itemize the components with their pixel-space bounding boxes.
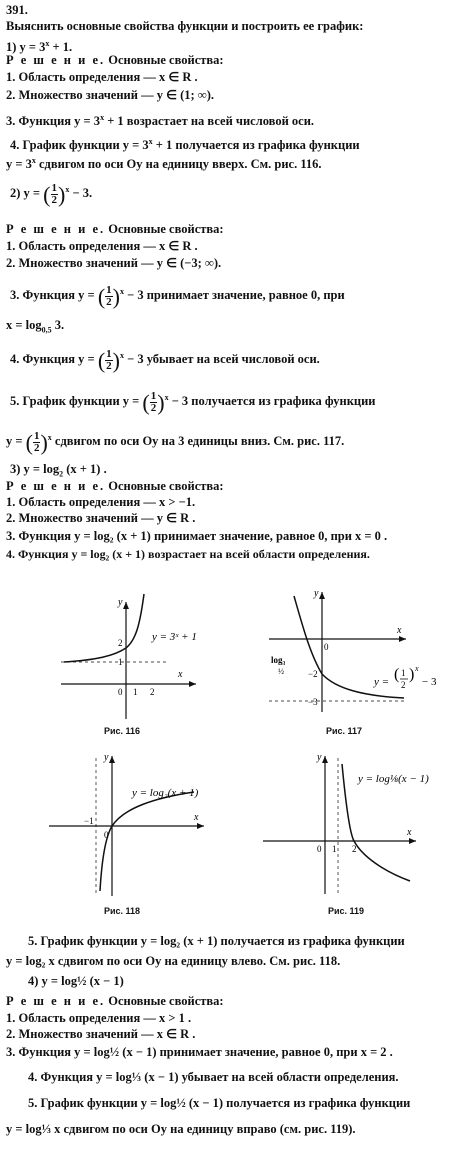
curve-3x-plus-1 (64, 594, 144, 662)
curve-label-exp: x (415, 664, 419, 673)
part1-graph-line2: $y = 3^x$ сдвигом по оси Oy на единицу вверх. См. рис. 116. (6, 156, 322, 172)
x-axis-label: x (178, 669, 183, 680)
figure-118 (44, 746, 224, 904)
origin-label: 0 (317, 844, 322, 854)
curve-label-den: 2 (401, 680, 406, 690)
part4-head: 4) y = log½ (x − 1) (28, 974, 124, 988)
task-statement: Выяснить основные свойства функции и построить ее график: (6, 19, 364, 33)
part2-graph-line1: 5. График функции y = ( $\frac{1}{2}$ )$^x$ − 3 получается из графика функции (10, 389, 376, 415)
part2-head: 2) y = ( $\frac{1}{2}$ )$^x$ − 3. (10, 181, 93, 207)
part2-graph-line2: y = ( $\frac{1}{2}$ )$^x$ сдвигом по оси Oy на 3 единицы вниз. См. рис. 117. (6, 429, 345, 455)
figure-119 (258, 746, 468, 896)
caption-119: Рис. 119 (328, 906, 365, 916)
part4-graph-line2: y = log⅓ x сдвигом по оси Oy на единицу вправо (см. рис. 119). (6, 1122, 356, 1136)
part4-graph-line1: 5. График функции y = log½ (x − 1) получается из графика функции (28, 1096, 411, 1110)
curve-label-paren-close: ) (409, 666, 415, 683)
part1-head: 1) $y = 3^x + 1$. (6, 39, 73, 55)
origin-label: 0 (118, 687, 123, 697)
root-log-label: log₃ (271, 655, 286, 665)
x-tick-2: 2 (352, 844, 357, 854)
y-axis-arrow (123, 602, 129, 609)
part3-graph-line1: 5. График функции y = log₂ (x + 1) получается из графика функции (28, 934, 405, 948)
caption-118: Рис. 118 (104, 906, 141, 916)
part2-decreasing: 4. Функция y = ( $\frac{1}{2}$ )$^x$ − 3 убывает на всей числовой оси. (10, 347, 320, 373)
part3-domain: 1. Область определения — x > −1. (6, 495, 196, 509)
x-axis-arrow (399, 636, 406, 642)
y-axis-label: y (104, 752, 109, 763)
part3-graph-line2: y = log₂ x сдвигом по оси Oy на единицу влево. См. рис. 118. (6, 954, 341, 968)
part3-head: 3) $y = \log_2 (x + 1)$ . (10, 462, 107, 479)
part2-solution: Р е ш е н и е. Основные свойства: (6, 222, 224, 236)
curve-label-b: − 3 (422, 676, 437, 688)
curve-label-paren-open: ( (394, 666, 400, 683)
origin-label: 0 (324, 642, 329, 652)
caption-116: Рис. 116 (104, 726, 141, 736)
y-axis-arrow (109, 756, 115, 763)
x-axis-label: x (407, 827, 412, 838)
tick-minus-1: −1 (84, 816, 94, 826)
part4-range: 2. Множество значений — x ∈ R . (6, 1027, 196, 1041)
part4-decreasing: 4. Функция y = log⅓ (x − 1) убывает на всей области определения. (28, 1070, 399, 1084)
x-axis-arrow (409, 838, 416, 844)
x-tick-2: 2 (150, 687, 155, 697)
caption-117: Рис. 117 (326, 726, 363, 736)
part1-graph-line1: 4. График функции $y = 3^x + 1$ получается из графика функции (10, 137, 360, 153)
x-axis-arrow (197, 823, 204, 829)
part3-solution: Р е ш е н и е. Основные свойства: (6, 479, 224, 493)
x-tick-1: 1 (133, 687, 138, 697)
curve-label: y = log₂(x + 1) (132, 787, 199, 799)
x-axis-label: x (194, 812, 199, 823)
part1-monotonic: 3. Функция $y = 3^x + 1$ возрастает на всей числовой оси. (6, 113, 315, 129)
tick-label-2: 2 (118, 638, 123, 648)
part4-domain: 1. Область определения — x > 1 . (6, 1011, 192, 1025)
y-axis-arrow (322, 756, 328, 763)
figure-116 (56, 584, 206, 730)
curve-label-num: 1 (401, 668, 406, 678)
root-log-sub: ½ (278, 667, 284, 676)
part2-zero-line2: $x = \log_{0,5} 3$. (6, 318, 65, 335)
tick-minus-3: −3 (308, 697, 318, 707)
part1-range: 2. Множество значений — y ∈ (1; ∞). (6, 88, 214, 102)
figure-117 (264, 584, 454, 714)
part1-domain: 1. Область определения — x ∈ R . (6, 70, 198, 84)
y-axis-label: y (317, 752, 322, 763)
y-axis-label: y (314, 588, 319, 599)
curve-log2-x-plus-1 (100, 792, 194, 891)
y-axis-arrow (319, 592, 325, 599)
origin-label: 0 (104, 830, 109, 840)
part2-zero-line1: 3. Функция y = ( $\frac{1}{2}$ )$^x$ − 3 принимает значение, равное 0, при (10, 283, 345, 309)
curve-label: y = 3ˣ + 1 (152, 631, 197, 643)
part4-solution: Р е ш е н и е. Основные свойства: (6, 994, 224, 1008)
x-axis-arrow (189, 681, 196, 687)
part1-solution: Р е ш е н и е. Основные свойства: (6, 53, 224, 67)
part2-range: 2. Множество значений — y ∈ (−3; ∞). (6, 256, 222, 270)
curve-label-a: y = (374, 676, 390, 688)
part2-domain: 1. Область определения — x ∈ R . (6, 239, 198, 253)
x-axis-label: x (397, 625, 402, 636)
x-tick-1: 1 (332, 844, 337, 854)
part3-zero: 3. Функция y = log₂ (x + 1) принимает значение, равное 0, при x = 0 . (6, 529, 388, 543)
part4-zero: 3. Функция y = log½ (x − 1) принимает значение, равное 0, при x = 2 . (6, 1045, 393, 1059)
part3-increasing: 4. Функция y = log₂ (x + 1) возрастает на всей области определения. (6, 547, 370, 561)
tick-minus-2: −2 (308, 669, 318, 679)
tick-label-1: 1 (118, 657, 123, 667)
part3-range: 2. Множество значений — y ∈ R . (6, 511, 196, 525)
task-number: 391. (6, 3, 28, 17)
y-axis-label: y (118, 597, 123, 608)
curve-label: y = log⅛(x − 1) (358, 773, 429, 785)
